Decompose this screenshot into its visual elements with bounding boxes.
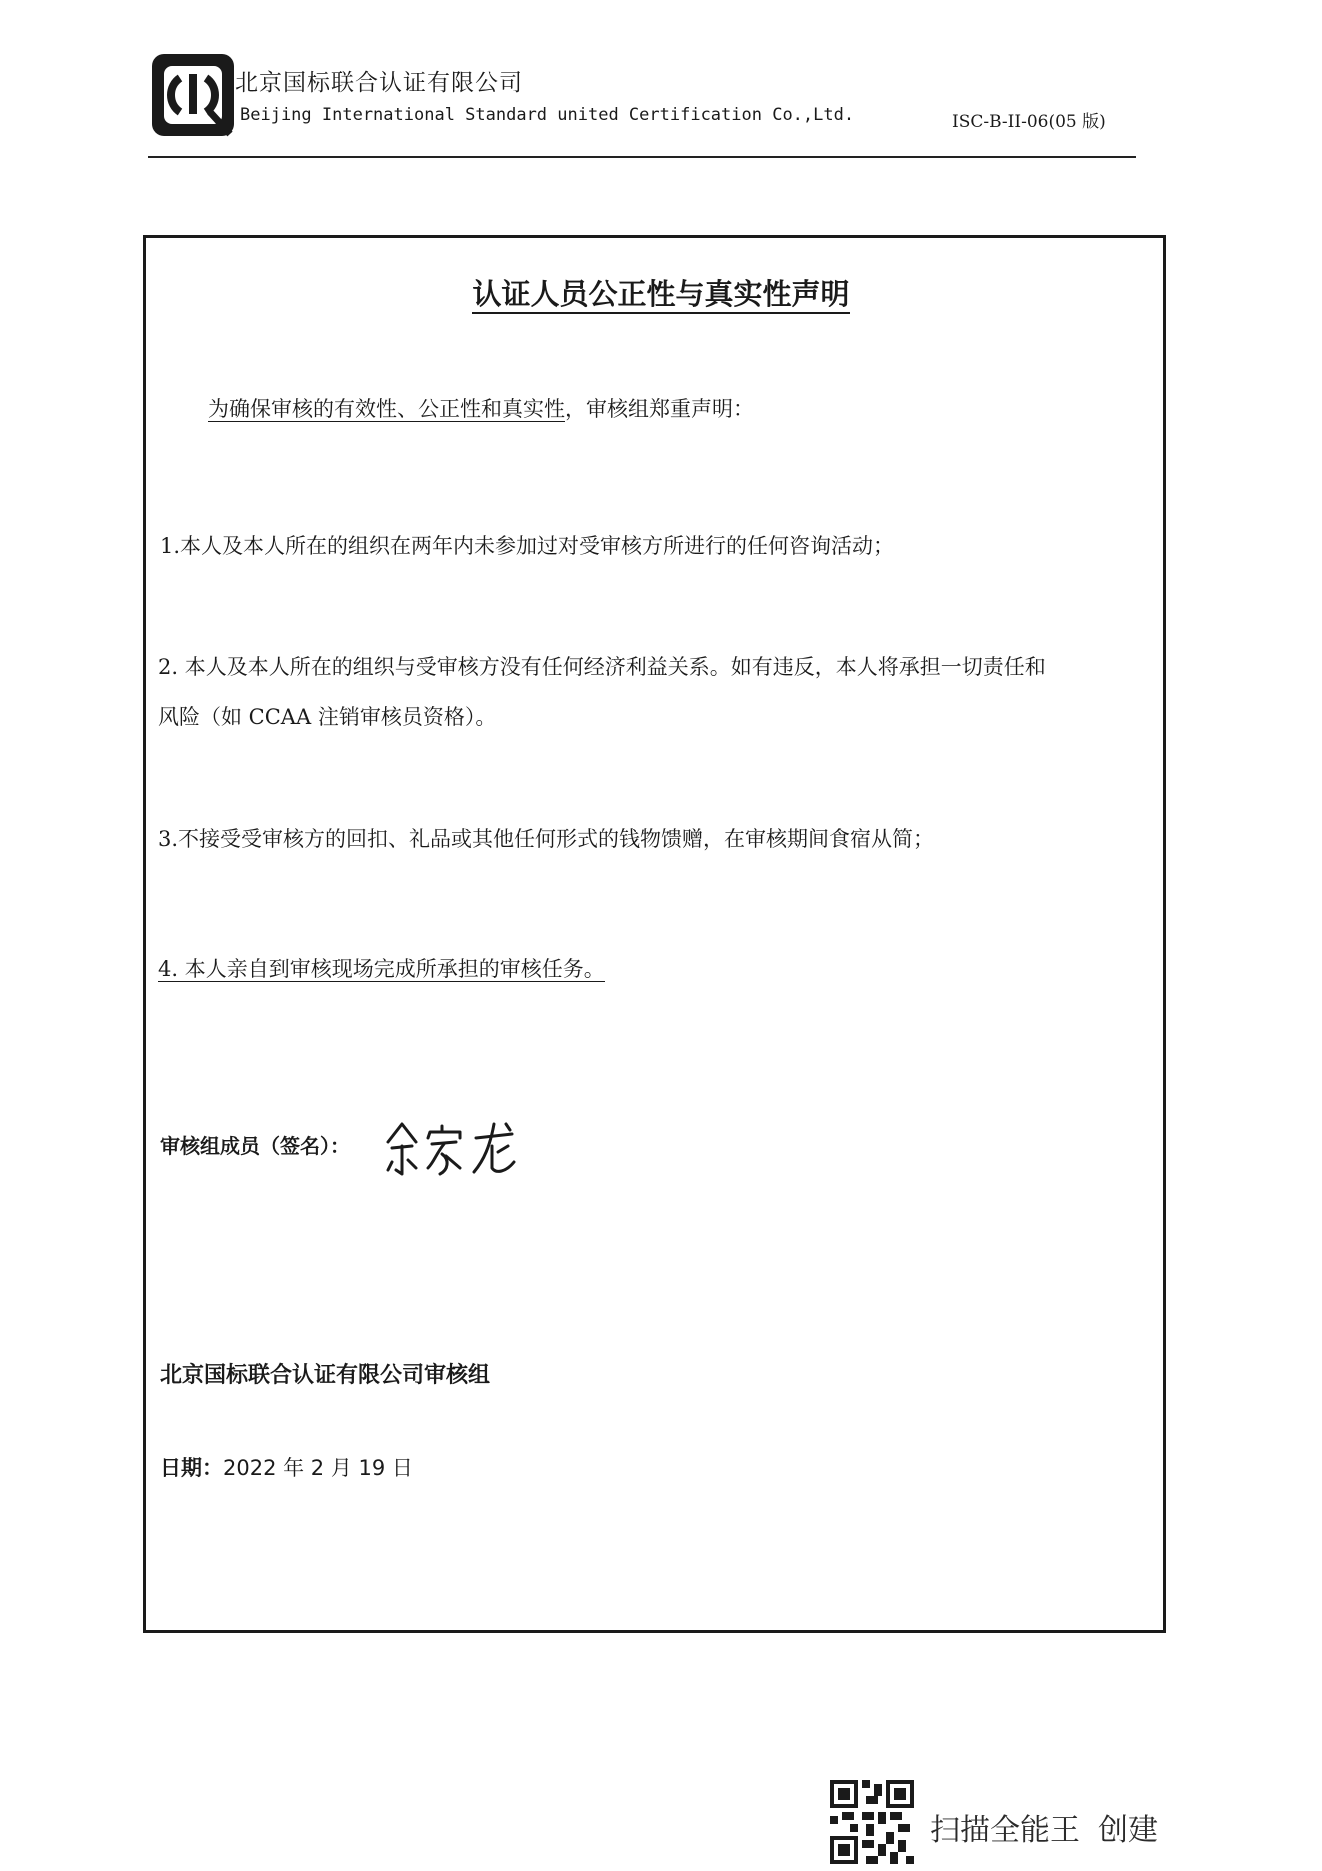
audit-team-organization: 北京国标联合认证有限公司审核组: [160, 1363, 491, 1388]
page-title-text: 认证人员公正性与真实性声明: [472, 277, 849, 314]
intro-rest: ，审核组郑重声明：: [565, 397, 754, 421]
header-divider: [148, 156, 1136, 158]
intro-underlined: 为确保审核的有效性、公正性和真实性: [208, 397, 565, 421]
scanner-app-name: 扫描全能王: [930, 1813, 1080, 1848]
declaration-item-3: 3.不接受受审核方的回扣、礼品或其他任何形式的钱物馈赠，在审核期间食宿从简；: [158, 827, 935, 851]
declaration-item-4: [158, 953, 605, 983]
declaration-item-2-line-1: 2. 本人及本人所在的组织与受审核方没有任何经济利益关系。如有违反，本人将承担一切责任和: [158, 655, 1046, 679]
intro-paragraph: [208, 393, 754, 423]
declaration-item-4-text: 4. 本人亲自到审核现场完成所承担的审核任务。: [158, 957, 605, 981]
document-code: ISC-B-II-06(05 版): [952, 112, 1106, 132]
handwritten-signature: [380, 1112, 520, 1182]
date-label: 日期：: [160, 1456, 223, 1480]
company-name-cn: 北京国标联合认证有限公司: [235, 70, 523, 96]
signature-label: 审核组成员（签名）：: [160, 1134, 350, 1158]
page-title: [0, 272, 1322, 313]
declaration-frame: [143, 235, 1166, 1633]
date-value: 2022 年 2 月 19 日: [223, 1456, 413, 1480]
date-line: [160, 1452, 413, 1482]
scanner-watermark: [930, 1805, 1158, 1849]
company-logo-icon: [150, 52, 236, 138]
scanner-action: 创建: [1098, 1813, 1158, 1848]
company-name-en: Beijing International Standard united Certification Co.,Ltd.: [240, 105, 855, 125]
declaration-item-1: 1.本人及本人所在的组织在两年内未参加过对受审核方所进行的任何咨询活动；: [160, 534, 895, 558]
qr-code-icon: [830, 1780, 914, 1864]
declaration-item-2-line-2: 风险（如 CCAA 注销审核员资格）。: [158, 705, 497, 729]
